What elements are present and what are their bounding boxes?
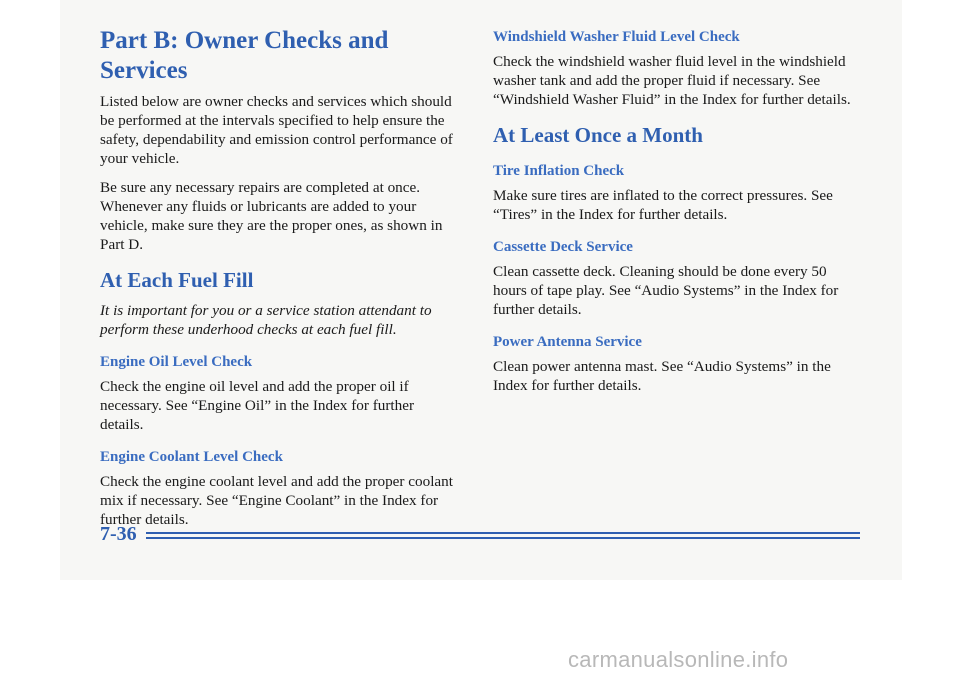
intro-paragraph-2: Be sure any necessary repairs are completed at once. Whenever any fluids or lubricants are added to your vehicle, make sure they are the proper ones, as shown in Part D.	[100, 179, 443, 253]
page-number: 7-36	[100, 523, 137, 545]
fuel-fill-note: It is important for you or a service station attendant to perform these underhood checks at each fuel fill.	[100, 302, 432, 339]
subheading-power-antenna: Power Antenna Service	[493, 334, 642, 351]
subheading-engine-coolant: Engine Coolant Level Check	[100, 449, 283, 466]
page-title: Part B: Owner Checks and Services	[100, 27, 389, 84]
watermark-text: carmanualsonline.info	[568, 647, 789, 672]
engine-coolant-text: Check the engine coolant level and add the proper coolant mix if necessary. See “Engine Coolant” in the Index for further details.	[100, 473, 453, 529]
engine-oil-text: Check the engine oil level and add the proper oil if necessary. See “Engine Oil” in the Index for further details.	[100, 378, 415, 434]
footer-rule	[146, 532, 860, 534]
left-column	[100, 26, 455, 539]
subheading-cassette-deck: Cassette Deck Service	[493, 239, 633, 256]
subheading-washer-fluid: Windshield Washer Fluid Level Check	[493, 29, 740, 45]
subheading-tire-inflation: Tire Inflation Check	[493, 163, 625, 180]
footer-rule-secondary	[146, 537, 860, 539]
washer-fluid-text: Check the windshield washer fluid level in the windshield washer tank and add the proper fluid if necessary. See “Windshield Washer Fluid” in the Index for further details.	[493, 53, 851, 108]
power-antenna-text: Clean power antenna mast. See “Audio Systems” in the Index for further details.	[493, 358, 831, 395]
subheading-engine-oil: Engine Oil Level Check	[100, 354, 253, 371]
right-column	[493, 28, 863, 405]
cassette-deck-text: Clean cassette deck. Cleaning should be done every 50 hours of tape play. See “Audio Systems” in the Index for further details.	[493, 263, 839, 319]
intro-paragraph: Listed below are owner checks and services which should be performed at the intervals specified to help ensure the safety, dependability and emission control performance of your vehicle.	[100, 93, 453, 167]
section-heading-fuel-fill: At Each Fuel Fill	[100, 268, 254, 292]
section-heading-monthly: At Least Once a Month	[493, 123, 703, 147]
page-footer	[100, 523, 860, 545]
tire-inflation-text: Make sure tires are inflated to the correct pressures. See “Tires” in the Index for further details.	[493, 187, 833, 224]
